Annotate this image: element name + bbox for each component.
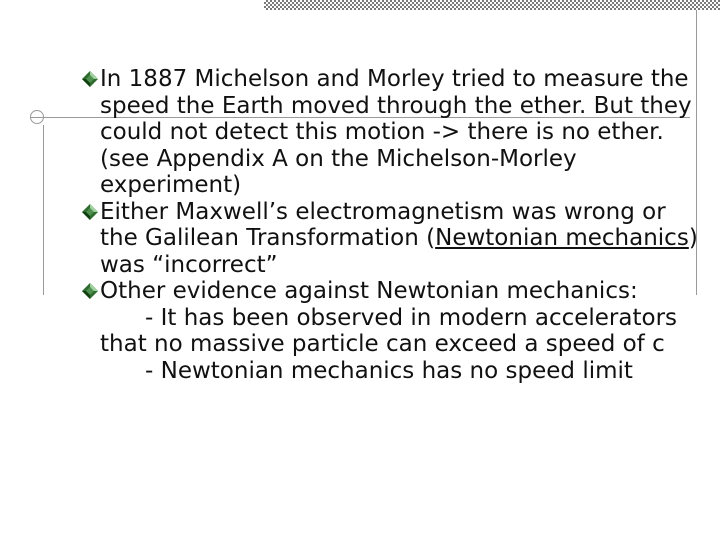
bullet-text-start: Either Maxwell’s electromagnetism was wrong or the Galilean Transformation ( xyxy=(100,198,666,251)
bullet-item xyxy=(80,199,710,279)
diamond-bullet-icon xyxy=(81,282,99,300)
sub-item xyxy=(100,358,710,385)
bullet-item xyxy=(80,278,710,384)
diamond-bullet-icon xyxy=(81,203,99,221)
sub-item-text: - It has been observed in modern accelerators that no massive particle can exceed a speed of c xyxy=(100,304,678,357)
bullet-text-end: ) was “incorrect” xyxy=(100,225,698,278)
slide-body xyxy=(80,66,710,384)
diamond-bullet-icon xyxy=(81,70,99,88)
bullet-text: In 1887 Michelson and Morley tried to measure the speed the Earth moved through the ether. But they could not detect this motion -> there is no ether. (see Appendix A on the Michelson-Morley experiment) xyxy=(100,66,692,198)
decorative-left-line xyxy=(43,125,44,295)
bullet-text: Other evidence against Newtonian mechanics: xyxy=(100,278,638,304)
decorative-checker-bar xyxy=(264,0,720,10)
bullet-item xyxy=(80,66,710,199)
sub-item xyxy=(100,305,710,358)
sub-item-text: - Newtonian mechanics has no speed limit xyxy=(145,357,633,384)
underlined-term: Newtonian mechanics xyxy=(435,225,689,251)
decorative-circle xyxy=(30,110,44,124)
